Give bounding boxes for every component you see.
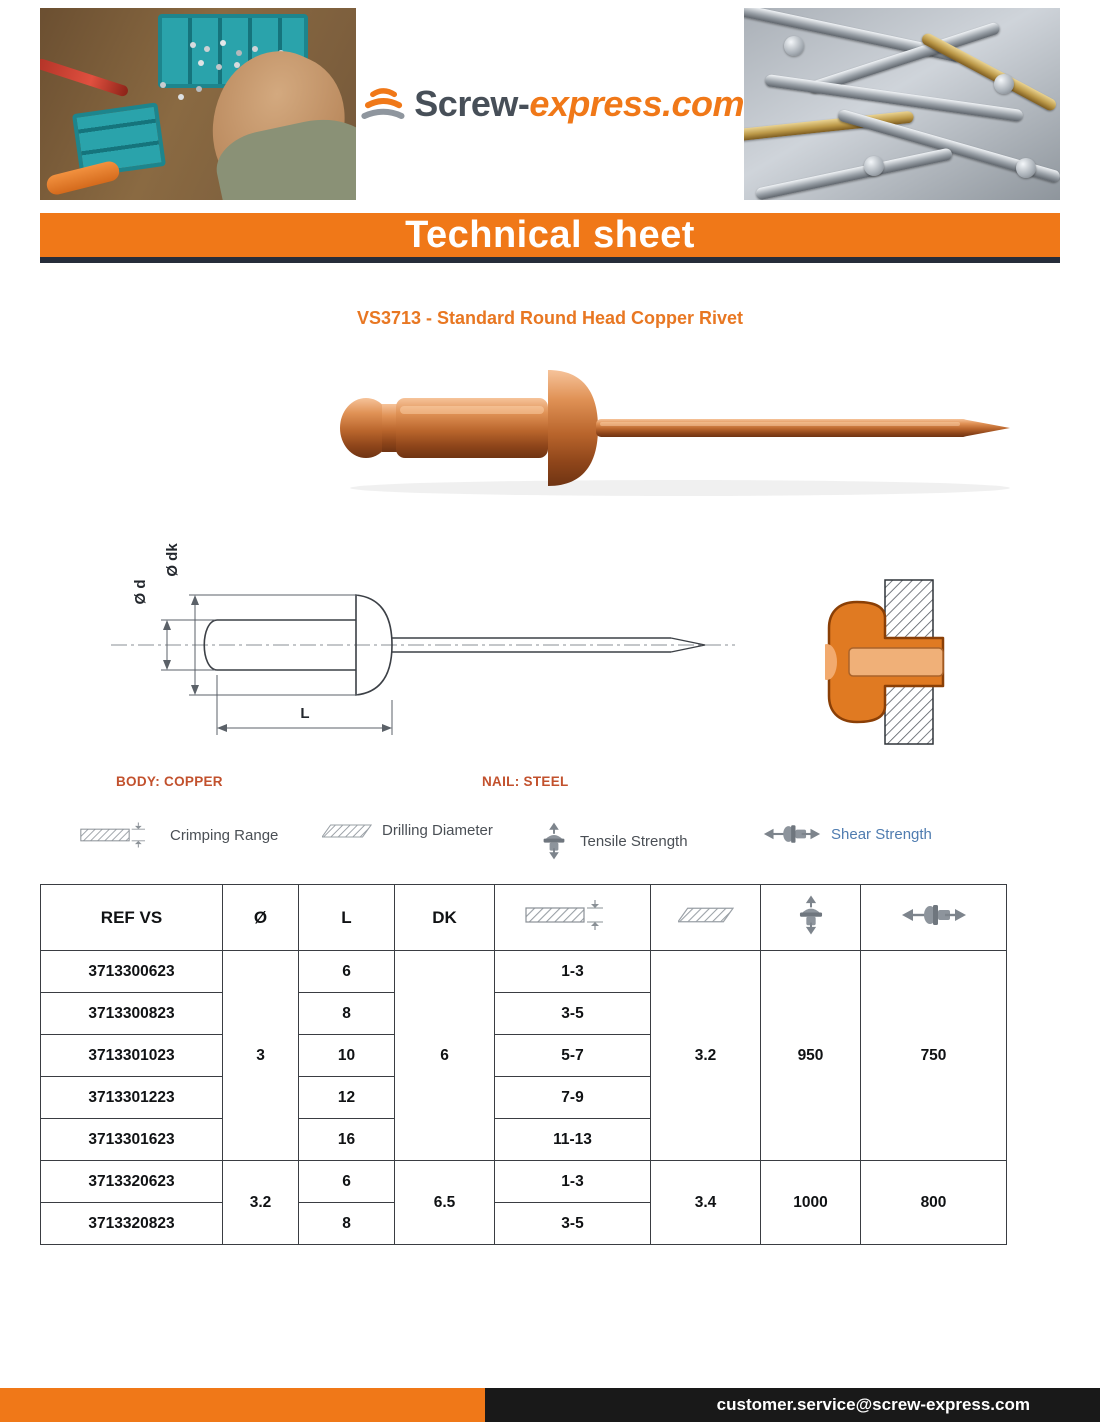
legend-label: Shear Strength [831,825,932,843]
crimping-range-icon [80,822,160,848]
header-length: L [299,885,395,951]
footer [0,1388,1100,1422]
page-title: VS3713 - Standard Round Head Copper Rivet [356,308,744,328]
photo-decoration [784,36,804,56]
cell-ref: 3713320623 [41,1161,223,1203]
photo-decoration [864,156,884,176]
photo-decoration [40,57,129,97]
legend-crimping-range [80,822,278,848]
header-diameter: Ø [223,885,299,951]
workbench-photo [40,8,356,200]
banner [40,213,1060,263]
brand-name-dark: Screw- [414,83,530,124]
rivet-dimension-drawing [105,510,745,755]
legend-label: Tensile Strength [580,832,688,850]
drilling-diameter-icon [322,823,372,839]
shear-strength-icon [763,822,821,846]
cell-length: 12 [299,1077,395,1119]
crimping-range-icon [525,900,621,930]
cell-length: 10 [299,1035,395,1077]
header-drilling-diameter [651,885,761,951]
brand-name-orange: express.com [529,83,744,124]
tensile-strength-icon [794,895,828,935]
cell-crimp: 1-3 [495,951,651,993]
dimension-label-d: Ø d [132,579,149,605]
cell-crimp: 11-13 [495,1119,651,1161]
cell-crimp: 7-9 [495,1077,651,1119]
photo-decoration [1016,158,1036,178]
cell-length: 6 [299,951,395,993]
photo-decoration [755,147,953,200]
cell-crimp: 3-5 [495,993,651,1035]
cell-tensile: 950 [761,951,861,1161]
photo-decoration [190,42,196,48]
footer-accent-bar [0,1388,485,1422]
nail-material-label: NAIL: STEEL [482,774,569,789]
cell-crimp: 5-7 [495,1035,651,1077]
brand-logo [356,8,744,200]
header-ref: REF VS [41,885,223,951]
cell-ref: 3713301623 [41,1119,223,1161]
header-shear-strength [861,885,1007,951]
specification-table [40,884,1007,1245]
brand-swoosh-icon [356,72,406,136]
shear-strength-icon [901,902,967,928]
cell-dk: 6 [395,951,495,1161]
cell-drill: 3.4 [651,1161,761,1245]
cell-ref: 3713320823 [41,1203,223,1245]
header-crimping-range [495,885,651,951]
drilling-diameter-icon [678,906,734,924]
banner-title: Technical sheet [405,213,695,256]
cell-ref: 3713301223 [41,1077,223,1119]
legend-tensile-strength [538,822,688,860]
cell-shear: 800 [861,1161,1007,1245]
photo-decoration [994,74,1014,94]
tensile-strength-icon [538,822,570,860]
dimension-label-l: L [300,705,310,722]
cell-dk: 6.5 [395,1161,495,1245]
legend-shear-strength [763,822,932,846]
cell-diameter: 3 [223,951,299,1161]
cell-crimp: 3-5 [495,1203,651,1245]
cell-drill: 3.2 [651,951,761,1161]
table-row [41,1161,1007,1203]
table-row [41,951,1007,993]
cell-diameter: 3.2 [223,1161,299,1245]
cell-tensile: 1000 [761,1161,861,1245]
header-tensile-strength [761,885,861,951]
brand-name [414,83,744,125]
screws-pile-photo [744,8,1060,200]
footer-contact-bar [485,1388,1100,1422]
cell-ref: 3713300623 [41,951,223,993]
body-material-label: BODY: COPPER [116,774,223,789]
cell-ref: 3713300823 [41,993,223,1035]
cell-length: 8 [299,1203,395,1245]
cell-crimp: 1-3 [495,1161,651,1203]
legend-label: Crimping Range [170,826,279,844]
rivet-product-photo [300,356,1020,506]
cell-ref: 3713301023 [41,1035,223,1077]
footer-email-link[interactable]: customer.service@screw-express.com [716,1395,1030,1414]
header-dk: DK [395,885,495,951]
table-header-row [41,885,1007,951]
cell-length: 8 [299,993,395,1035]
cell-length: 6 [299,1161,395,1203]
cell-shear: 750 [861,951,1007,1161]
legend-drilling-diameter [322,822,493,839]
rivet-cross-section-illustration [825,578,960,746]
dimension-label-dk: Ø dk [164,543,181,577]
legend-label: Drilling Diameter [382,822,493,839]
cell-length: 16 [299,1119,395,1161]
